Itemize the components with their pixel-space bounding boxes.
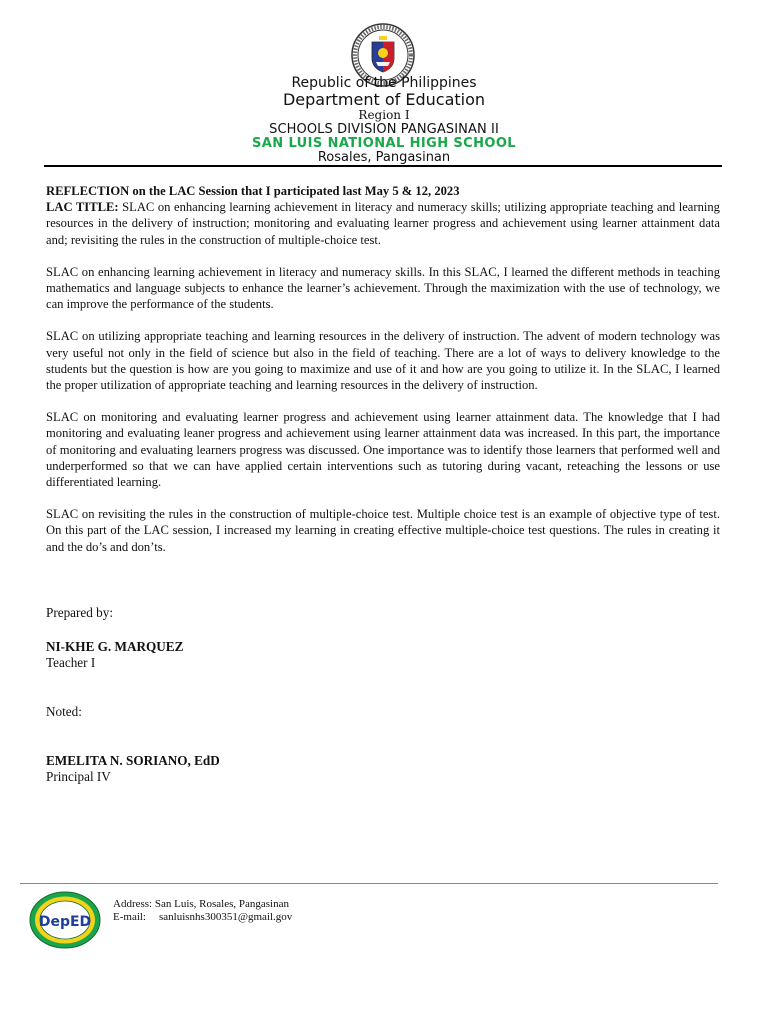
paragraph-2: SLAC on utilizing appropriate teaching and learning resources in the delivery of instruction. The advent of modern technology was very useful not only in the field of science but also in the field of teaching. There are a lot of ways to delivery knowledge to the students but the question is how are you going to maximize and use of it and how are you going to utilize it. In the SLAC, I learned the proper utilization of appropriate teaching and learning resources in the delivery of instruction. — [46, 329, 720, 393]
header-divider — [44, 165, 722, 167]
reflection-body — [46, 183, 720, 555]
reflection-heading: REFLECTION on the LAC Session that I participated last May 5 & 12, 2023 — [46, 184, 460, 198]
header-department: Department of Education — [282, 90, 486, 109]
deped-school-logo-icon — [28, 890, 102, 950]
noter-name: EMELITA N. SORIANO, EdD — [46, 753, 220, 768]
footer-email-label: E-mail: — [113, 911, 146, 923]
footer-address: Address: San Luis, Rosales, Pangasinan — [113, 898, 289, 910]
lac-title-text: SLAC on enhancing learning achievement in literacy and numeracy skills; utilizing appropriate teaching and learning resources in the delivery of instruction; monitoring and evaluating learner progress and achievement using learner attainment data and; revisiting the rules in the construction of multiple-choice test. — [46, 200, 720, 247]
footer-email-row — [113, 911, 292, 923]
lac-title-label: LAC TITLE: — [46, 200, 119, 215]
paragraph-4: SLAC on revisiting the rules in the construction of multiple-choice test. Multiple choice test is an example of objective type of test. On this part of the LAC session, I increased my learning in creating effective multiple-choice test questions. The rules in creating it and the do’s and don’ts. — [46, 507, 720, 554]
header-region: Region I — [358, 108, 410, 122]
preparer-position: Teacher I — [46, 655, 96, 670]
paragraph-3: SLAC on monitoring and evaluating learner progress and achievement using learner attainment data. The knowledge that I had monitoring and evaluating leaner progress and achievement using learner attainment data was increased. In this part, the importance of monitoring and evaluating learners progress was discussed. One importance was to identify those learners that performed well and underperformed so that we can have applied certain interventions such as tutoring during vacant, reteaching the lessons or use differentiated learning. — [46, 410, 720, 490]
preparer-name: NI-KHE G. MARQUEZ — [46, 639, 184, 654]
noted-label: Noted: — [46, 704, 82, 719]
logo-text: DepED — [38, 914, 92, 930]
header-town: Rosales, Pangasinan — [317, 150, 451, 165]
footer-divider — [20, 883, 718, 884]
footer-email[interactable]: sanluisnhs300351@gmail.gov — [159, 911, 293, 923]
header-school-name: SAN LUIS NATIONAL HIGH SCHOOL — [252, 136, 516, 151]
paragraph-1: SLAC on enhancing learning achievement in literacy and numeracy skills. In this SLAC, I learned the different methods in teaching mathematics and language subjects to enhance the learner’s achievement. Through the maximization with the use of technology, we can improve the performance of the students. — [46, 264, 720, 312]
header-republic: Republic of the Philippines — [291, 75, 477, 91]
header-division: SCHOOLS DIVISION PANGASINAN II — [269, 122, 499, 137]
prepared-by-label: Prepared by: — [46, 605, 114, 620]
lac-title — [46, 199, 720, 248]
noter-position: Principal IV — [46, 769, 111, 784]
